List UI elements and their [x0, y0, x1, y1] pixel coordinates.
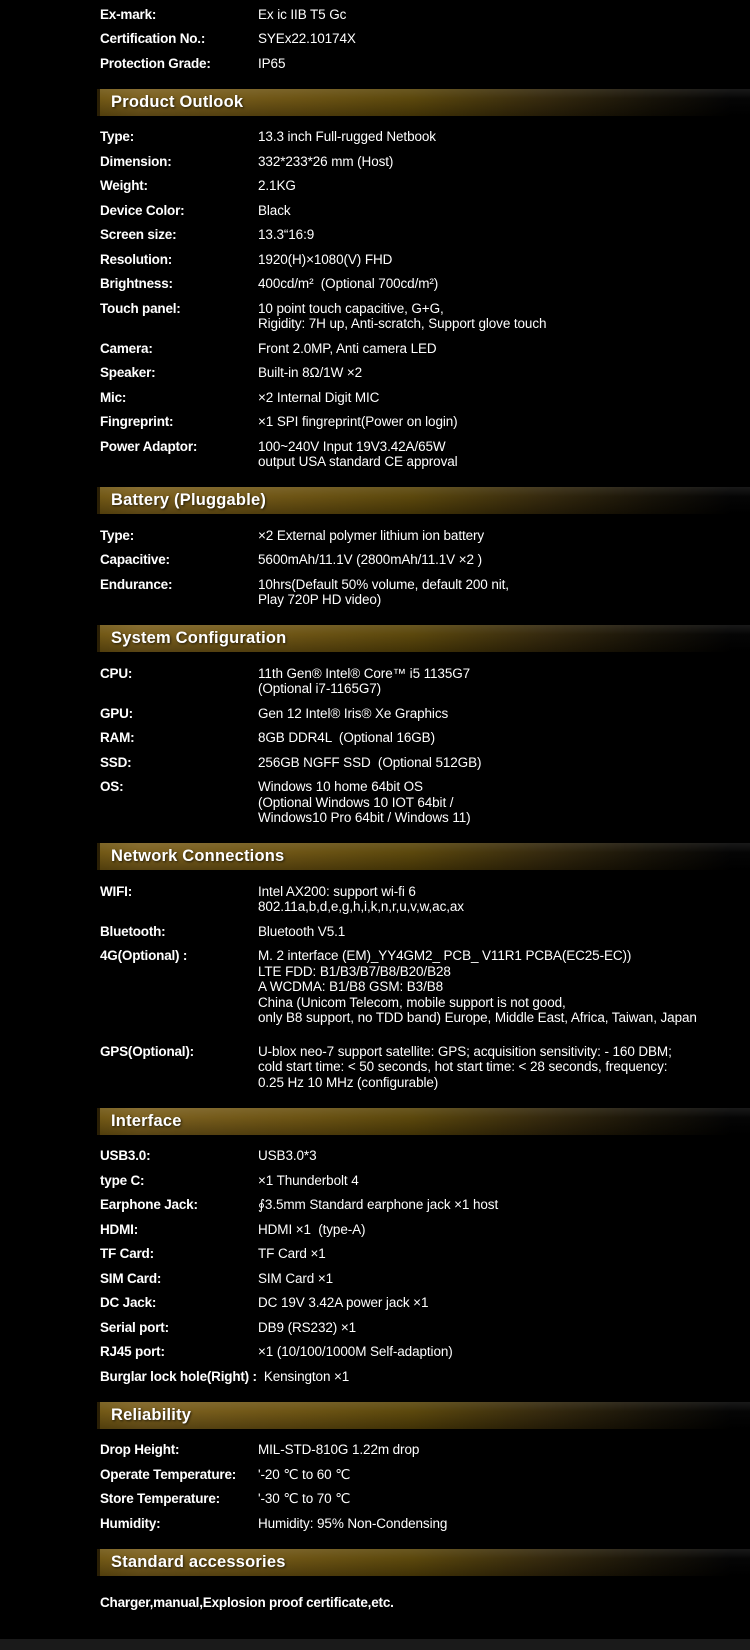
spec-value-line: 332*233*26 mm (Host) — [258, 153, 394, 169]
spec-label: RJ45 port: — [100, 1344, 165, 1359]
section-battery-pluggable — [0, 487, 750, 612]
spec-value — [258, 1197, 722, 1213]
spec-row — [100, 1487, 722, 1512]
spec-value-line: U-blox neo-7 support satellite: GPS; acquisition sensitivity: - 160 DBM; — [258, 1043, 672, 1059]
spec-value-line: LTE FDD: B1/B3/B7/B8/B20/B28 — [258, 963, 451, 979]
spec-value — [258, 1148, 722, 1164]
spec-row — [100, 1217, 722, 1242]
spec-value — [258, 365, 722, 381]
spec-label: OS: — [100, 779, 124, 794]
spec-value — [264, 1369, 722, 1385]
spec-value — [258, 666, 722, 697]
spec-label: Brightness: — [100, 276, 173, 291]
spec-value-line: DC 19V 3.42A power jack ×1 — [258, 1295, 429, 1310]
spec-row — [100, 198, 722, 223]
spec-value — [258, 1044, 722, 1091]
spec-label: Device Color: — [100, 202, 185, 218]
spec-row — [100, 27, 722, 52]
spec-row — [100, 2, 722, 27]
section-rows — [0, 1438, 750, 1536]
spec-label: WIFI: — [100, 883, 132, 899]
section-reliability — [0, 1402, 750, 1536]
section-title: Reliability — [111, 1405, 192, 1424]
section-product-outlook — [0, 89, 750, 475]
spec-row — [100, 548, 722, 573]
spec-value — [258, 552, 722, 568]
spec-value — [258, 1491, 722, 1507]
spec-value — [258, 178, 722, 194]
spec-row — [100, 919, 722, 944]
spec-value-line: 400cd/m² (Optional 700cd/m²) — [258, 276, 439, 291]
section-header-bar — [97, 1549, 750, 1576]
spec-row — [100, 1039, 722, 1095]
spec-label: TF Card: — [100, 1246, 154, 1261]
spec-value-line: Ex ic IIB T5 Gc — [258, 6, 347, 22]
bottom-strip — [0, 1639, 750, 1650]
spec-value-line: (Optional i7-1165G7) — [258, 681, 382, 696]
spec-row — [100, 661, 722, 701]
spec-label: Capacitive: — [100, 552, 170, 567]
spec-value — [258, 1516, 722, 1532]
spec-value-line: IP65 — [258, 55, 286, 71]
spec-value-line: M. 2 interface (EM)_YY4GM2_ PCB_ V11R1 PCBA(EC25-EC)) — [258, 948, 632, 963]
spec-label: Serial port: — [100, 1319, 169, 1335]
spec-value — [258, 1344, 722, 1360]
spec-value-line: Bluetooth V5.1 — [258, 923, 346, 939]
section-title: Battery (Pluggable) — [111, 491, 267, 509]
section-rows — [0, 523, 750, 612]
spec-value — [258, 203, 722, 219]
section-title: Network Connections — [111, 847, 285, 865]
spec-value — [258, 924, 722, 940]
spec-value — [258, 730, 722, 746]
spec-row — [100, 247, 722, 272]
spec-value — [258, 1173, 722, 1189]
spec-row — [100, 775, 722, 831]
spec-row — [100, 1340, 722, 1365]
spec-value-line: Windows 10 home 64bit OS — [258, 779, 423, 794]
spec-value-line: 256GB NGFF SSD (Optional 512GB) — [258, 754, 482, 770]
spec-value — [258, 129, 722, 145]
spec-value-line: ×2 External polymer lithium ion battery — [258, 527, 485, 543]
spec-value — [258, 884, 722, 915]
spec-value-line: SIM Card ×1 — [258, 1270, 334, 1286]
spec-label: Earphone Jack: — [100, 1197, 198, 1212]
spec-row — [100, 879, 722, 919]
spec-label: DC Jack: — [100, 1295, 157, 1310]
spec-value-line: 2.1KG — [258, 178, 296, 193]
spec-row — [100, 944, 722, 1031]
spec-value-line: cold start time: < 50 seconds, hot start time: < 28 seconds, frequency: — [258, 1059, 668, 1074]
spec-value-line: Black — [258, 202, 291, 218]
spec-row — [100, 1266, 722, 1291]
spec-value — [258, 706, 722, 722]
spec-value — [258, 1246, 722, 1262]
spec-value-line: A WCDMA: B1/B8 GSM: B3/B8 — [258, 979, 444, 994]
spec-row — [100, 223, 722, 248]
spec-label: Resolution: — [100, 251, 173, 267]
spec-row — [100, 336, 722, 361]
spec-row — [100, 296, 722, 336]
spec-value-line: 10hrs(Default 50% volume, default 200 nit, — [258, 576, 509, 592]
section-system-configuration — [0, 625, 750, 830]
spec-value — [258, 227, 722, 243]
spec-value — [258, 7, 722, 23]
spec-label: Fingreprint: — [100, 414, 174, 429]
spec-value-line: Front 2.0MP, Anti camera LED — [258, 340, 437, 356]
spec-row — [100, 272, 722, 297]
spec-value — [258, 1222, 722, 1238]
spec-row — [100, 1144, 722, 1169]
accessories-note: Charger,manual,Explosion proof certificate,etc. — [100, 1594, 394, 1610]
spec-value-line: Rigidity: 7H up, Anti-scratch, Support glove touch — [258, 316, 547, 331]
spec-value — [258, 439, 722, 470]
spec-value — [258, 341, 722, 357]
section-header-bar — [97, 843, 750, 870]
spec-value-line: HDMI ×1 (type-A) — [258, 1221, 366, 1237]
spec-label: Bluetooth: — [100, 923, 166, 939]
spec-label: Certification No.: — [100, 31, 206, 46]
spec-value — [258, 252, 722, 268]
spec-label: Endurance: — [100, 576, 173, 592]
spec-sections — [0, 89, 750, 1610]
spec-value-line: 10 point touch capacitive, G+G, — [258, 300, 444, 316]
section-rows — [0, 125, 750, 475]
spec-value-line: (Optional Windows 10 IOT 64bit / — [258, 794, 454, 810]
section-title: Interface — [111, 1111, 182, 1130]
spec-label: Touch panel: — [100, 300, 181, 316]
spec-row — [100, 385, 722, 410]
spec-label: Speaker: — [100, 365, 156, 380]
spec-label: GPS(Optional): — [100, 1043, 194, 1059]
spec-value — [258, 1320, 722, 1336]
spec-row — [100, 1193, 722, 1218]
spec-value-line: 8GB DDR4L (Optional 16GB) — [258, 730, 435, 745]
section-header-bar — [97, 1108, 750, 1135]
spec-value — [258, 779, 722, 826]
spec-row — [100, 1242, 722, 1267]
spec-label: GPU: — [100, 705, 133, 721]
spec-value-line: MIL-STD-810G 1.22m drop — [258, 1442, 420, 1457]
spec-row — [100, 434, 722, 474]
spec-value-line: Intel AX200: support wi-fi 6 — [258, 883, 416, 899]
spec-value-line: SYEx22.10174X — [258, 31, 356, 46]
spec-value-line: Built-in 8Ω/1W ×2 — [258, 365, 363, 380]
spec-value-line: Play 720P HD video) — [258, 592, 382, 607]
spec-label: Ex-mark: — [100, 6, 157, 22]
spec-row — [100, 750, 722, 775]
spec-value — [258, 154, 722, 170]
spec-value-line: 11th Gen® Intel® Core™ i5 1135G7 — [258, 665, 471, 681]
spec-value-line: ×1 Thunderbolt 4 — [258, 1172, 359, 1188]
spec-row — [100, 701, 722, 726]
spec-row — [100, 410, 722, 435]
section-network-connections — [0, 843, 750, 1095]
spec-label: Humidity: — [100, 1515, 161, 1531]
spec-value — [258, 390, 722, 406]
spec-row — [100, 1438, 722, 1463]
section-rows — [0, 1144, 750, 1389]
spec-label: Mic: — [100, 389, 127, 405]
spec-label: Type: — [100, 527, 135, 543]
spec-label: Protection Grade: — [100, 55, 211, 71]
spec-row — [100, 1291, 722, 1316]
section-title: System Configuration — [111, 629, 287, 647]
spec-label: RAM: — [100, 730, 135, 745]
section-header-bar — [97, 487, 750, 514]
spec-label: SIM Card: — [100, 1270, 162, 1286]
spec-value — [258, 1295, 722, 1311]
spec-value — [258, 948, 722, 1026]
spec-row — [100, 1364, 722, 1389]
spec-value-line: 1920(H)×1080(V) FHD — [258, 251, 393, 267]
spec-label: Weight: — [100, 178, 148, 193]
spec-label: type C: — [100, 1172, 145, 1188]
section-title: Product Outlook — [111, 92, 244, 111]
spec-value-line: ×1 (10/100/1000M Self-adaption) — [258, 1344, 453, 1359]
spec-value-line: USB3.0*3 — [258, 1148, 317, 1163]
spec-value-line: ∮3.5mm Standard earphone jack ×1 host — [258, 1197, 499, 1212]
spec-row — [100, 125, 722, 150]
spec-label: Screen size: — [100, 227, 177, 242]
spec-row — [100, 149, 722, 174]
spec-label: SSD: — [100, 754, 132, 770]
spec-value-line: Kensington ×1 — [263, 1368, 350, 1384]
spec-value — [258, 1467, 722, 1483]
spec-value-line: output USA standard CE approval — [258, 454, 458, 469]
spec-value — [258, 577, 722, 608]
spec-label: Store Temperature: — [100, 1491, 220, 1506]
spec-value-line: 802.11a,b,d,e,g,h,i,k,n,r,u,v,w,ac,ax — [258, 899, 464, 914]
spec-value-line: only B8 support, no TDD band) Europe, Middle East, Africa, Taiwan, Japan — [258, 1010, 697, 1025]
spec-label: Power Adaptor: — [100, 438, 198, 454]
spec-value-line: ×1 SPI fingreprint(Power on login) — [258, 414, 458, 429]
spec-label: Operate Temperature: — [100, 1466, 237, 1482]
spec-value — [258, 414, 722, 430]
spec-value — [258, 31, 722, 47]
section-title: Standard accessories — [111, 1552, 286, 1571]
spec-label: 4G(Optional) : — [100, 948, 188, 963]
spec-value — [258, 56, 722, 72]
spec-value-line: '-30 ℃ to 70 ℃ — [258, 1491, 351, 1506]
spec-value — [258, 1271, 722, 1287]
spec-row — [100, 572, 722, 612]
spec-value-line: China (Unicom Telecom, mobile support is not good, — [258, 994, 566, 1010]
spec-value-line: ×2 Internal Digit MIC — [258, 389, 380, 405]
section-interface — [0, 1108, 750, 1389]
spec-row — [100, 174, 722, 199]
spec-value-line: 0.25 Hz 10 MHz (configurable) — [258, 1074, 439, 1090]
spec-value-line: TF Card ×1 — [258, 1246, 326, 1261]
spec-label: Camera: — [100, 340, 153, 356]
spec-row — [100, 51, 722, 76]
spec-row — [100, 1462, 722, 1487]
section-rows — [0, 661, 750, 830]
spec-label: CPU: — [100, 665, 133, 681]
spec-value — [258, 301, 722, 332]
spec-row — [100, 1315, 722, 1340]
spec-value — [258, 1442, 722, 1458]
spec-label: Type: — [100, 129, 135, 144]
spec-row — [100, 361, 722, 386]
spec-value — [258, 528, 722, 544]
spec-label: USB3.0: — [100, 1148, 151, 1163]
spec-value-line: 13.3“16:9 — [258, 227, 315, 242]
section-header-bar — [97, 1402, 750, 1429]
spec-label: HDMI: — [100, 1221, 138, 1237]
section-standard-accessories — [0, 1549, 750, 1610]
spec-value-line: 5600mAh/11.1V (2800mAh/11.1V ×2 ) — [258, 552, 482, 567]
spec-value-line: Humidity: 95% Non-Condensing — [258, 1515, 448, 1531]
spec-value-line: Windows10 Pro 64bit / Windows 11) — [258, 810, 471, 825]
spec-row — [100, 1511, 722, 1536]
spec-label: Burglar lock hole(Right) : — [100, 1368, 257, 1384]
spec-row — [100, 1168, 722, 1193]
section-rows — [0, 879, 750, 1095]
spec-value-line: 100~240V Input 19V3.42A/65W — [258, 438, 446, 454]
spec-value-line: Gen 12 Intel® Iris® Xe Graphics — [258, 705, 449, 721]
spec-row — [100, 523, 722, 548]
section-header-bar — [97, 625, 750, 652]
spec-value — [258, 276, 722, 292]
spec-value-line: DB9 (RS232) ×1 — [258, 1319, 357, 1335]
spec-value — [258, 755, 722, 771]
spec-value-line: 13.3 inch Full-rugged Netbook — [258, 129, 436, 144]
certification-info — [0, 2, 750, 76]
spec-row — [100, 726, 722, 751]
spec-label: Dimension: — [100, 153, 172, 169]
section-header-bar — [97, 89, 750, 116]
spec-value-line: '-20 ℃ to 60 ℃ — [258, 1466, 351, 1482]
spec-label: Drop Height: — [100, 1442, 180, 1457]
